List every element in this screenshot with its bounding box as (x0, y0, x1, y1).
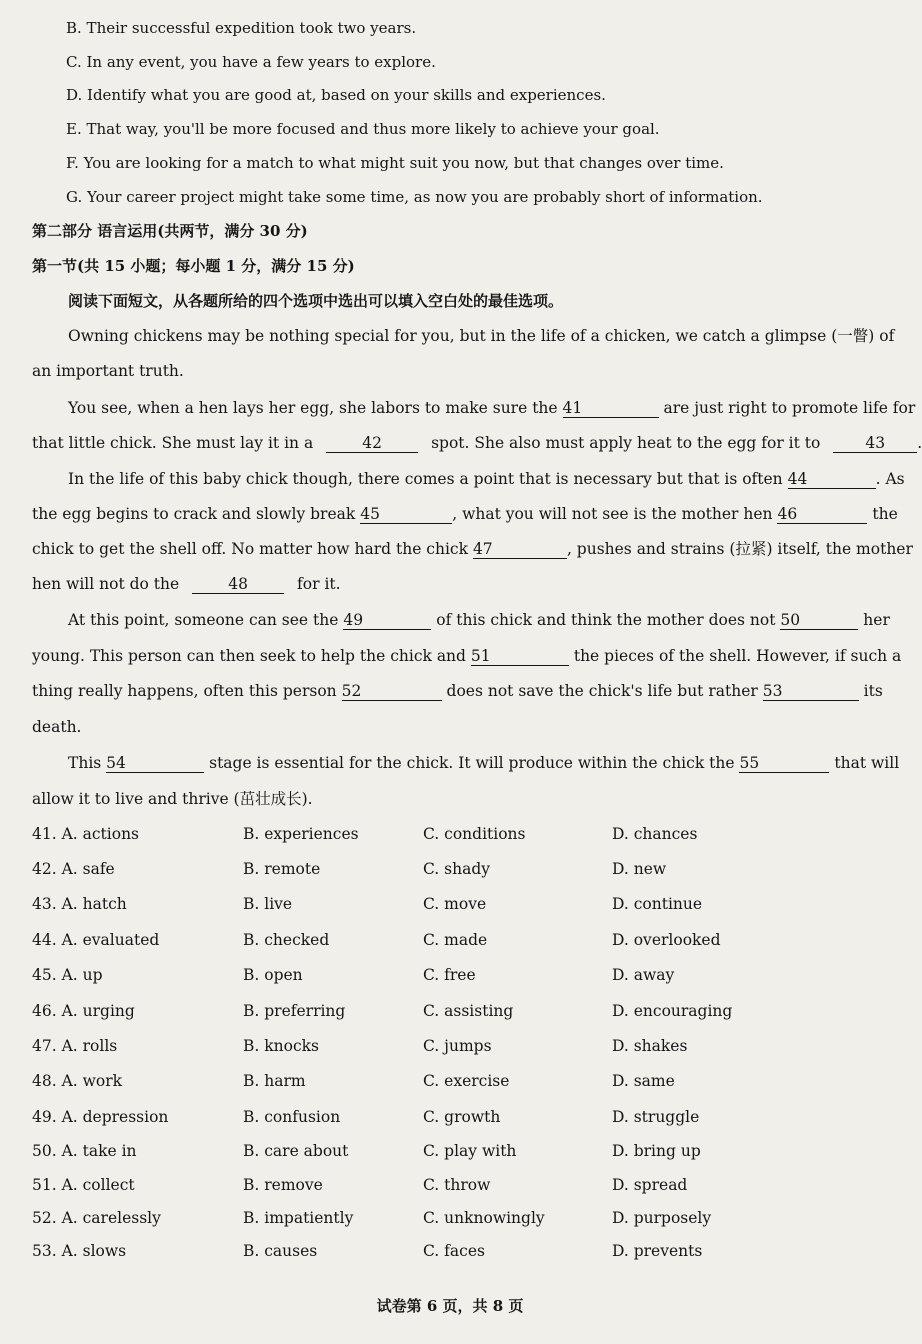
choice-c: C. exercise (423, 1072, 510, 1090)
passage-text: In the life of this baby chick though, there comes a point that is necessary but that is often (68, 470, 783, 488)
passage-line: death. (32, 718, 82, 736)
question-51 (32, 1174, 872, 1196)
section-heading: 第一节(共 15 小题；每小题 1 分，满分 15 分) (32, 257, 355, 275)
blank-42: 42 (326, 434, 418, 453)
passage-text: are just right to promote life for (663, 399, 916, 417)
blank-45: 45 (360, 505, 452, 524)
passage-text: stage is essential for the chick. It will produce within the chick the (209, 754, 735, 772)
question-41 (32, 823, 872, 845)
choice-b: B. experiences (243, 825, 359, 843)
part-heading: 第二部分 语言运用(共两节，满分 30 分) (32, 222, 308, 240)
blank-54: 54 (106, 754, 204, 773)
choice-a: 52. A. carelessly (32, 1209, 161, 1227)
choice-b: B. confusion (243, 1108, 341, 1126)
blank-44: 44 (788, 470, 876, 489)
choice-d: D. encouraging (612, 1002, 733, 1020)
question-42 (32, 858, 872, 880)
choice-b: B. preferring (243, 1002, 346, 1020)
passage-line (32, 503, 898, 525)
passage-text: You see, when a hen lays her egg, she labors to make sure the (68, 399, 558, 417)
passage-line (32, 680, 883, 702)
passage-line: allow it to live and thrive (茁壮成长). (32, 790, 313, 808)
choice-a: 45. A. up (32, 966, 103, 984)
choice-a: 43. A. hatch (32, 895, 127, 913)
question-44 (32, 929, 872, 951)
choice-c: C. throw (423, 1176, 491, 1194)
choice-b: B. causes (243, 1242, 318, 1260)
blank-51: 51 (471, 647, 569, 666)
choice-a: 50. A. take in (32, 1142, 137, 1160)
option-d: D. Identify what you are good at, based on your skills and experiences. (66, 86, 606, 104)
choice-d: D. struggle (612, 1108, 700, 1126)
choice-a: 44. A. evaluated (32, 931, 160, 949)
passage-line (32, 752, 900, 774)
blank-53: 53 (763, 682, 859, 701)
option-c: C. In any event, you have a few years to explore. (66, 53, 436, 71)
passage-text: its (863, 682, 883, 700)
passage-line (32, 538, 913, 560)
blank-41: 41 (563, 399, 659, 418)
blank-48: 48 (192, 575, 284, 594)
passage-line: Owning chickens may be nothing special for you, but in the life of a chicken, we catch a glimpse (一瞥) of (68, 327, 895, 345)
passage-line (32, 609, 890, 631)
choice-a: 51. A. collect (32, 1176, 135, 1194)
blank-50: 50 (780, 611, 858, 630)
blank-52: 52 (342, 682, 442, 701)
choice-d: D. purposely (612, 1209, 712, 1227)
question-52 (32, 1207, 872, 1229)
choice-d: D. spread (612, 1176, 688, 1194)
instruction: 阅读下面短文，从各题所给的四个选项中选出可以填入空白处的最佳选项。 (68, 292, 564, 310)
option-b: B. Their successful expedition took two years. (66, 19, 417, 37)
choice-a: 46. A. urging (32, 1002, 135, 1020)
choice-c: C. free (423, 966, 476, 984)
question-49 (32, 1106, 872, 1128)
passage-text: the (872, 505, 898, 523)
question-50 (32, 1140, 872, 1162)
passage-line (32, 645, 902, 667)
passage-text: the pieces of the shell. However, if such a (573, 647, 902, 665)
passage-text: the egg begins to crack and slowly break (32, 505, 356, 523)
choice-c: C. conditions (423, 825, 526, 843)
blank-49: 49 (343, 611, 431, 630)
blank-55: 55 (739, 754, 829, 773)
choice-a: 42. A. safe (32, 860, 115, 878)
choice-b: B. harm (243, 1072, 306, 1090)
choice-a: 48. A. work (32, 1072, 123, 1090)
choice-c: C. faces (423, 1242, 485, 1260)
option-f: F. You are looking for a match to what might suit you now, but that changes over time. (66, 154, 724, 172)
choice-d: D. new (612, 860, 667, 878)
choice-a: 47. A. rolls (32, 1037, 118, 1055)
passage-text: that little chick. She must lay it in a (32, 434, 314, 452)
question-53 (32, 1240, 872, 1262)
blank-43: 43 (833, 434, 917, 453)
choice-b: B. live (243, 895, 293, 913)
page-footer: 试卷第 6 页，共 8 页 (376, 1297, 524, 1315)
passage-text: This (68, 754, 102, 772)
choice-d: D. bring up (612, 1142, 701, 1160)
choice-a: 53. A. slows (32, 1242, 127, 1260)
choice-c: C. assisting (423, 1002, 514, 1020)
passage-line (32, 397, 916, 419)
choice-d: D. continue (612, 895, 703, 913)
passage-text: spot. She also must apply heat to the egg for it to (431, 434, 821, 452)
passage-text: of this chick and think the mother does not (436, 611, 776, 629)
passage-text: her (863, 611, 890, 629)
option-g: G. Your career project might take some time, as now you are probably short of information. (66, 188, 763, 206)
passage-line: an important truth. (32, 362, 184, 380)
question-47 (32, 1035, 872, 1057)
blank-47: 47 (473, 540, 567, 559)
passage-line: that little chick. She must lay it in a 42 spot. She also must apply heat to the egg for it to 43 . (32, 434, 922, 452)
choice-b: B. remove (243, 1176, 323, 1194)
choice-d: D. prevents (612, 1242, 703, 1260)
passage-text: hen will not do the (32, 575, 180, 593)
choice-b: B. impatiently (243, 1209, 354, 1227)
choice-d: D. shakes (612, 1037, 688, 1055)
question-46 (32, 1000, 872, 1022)
choice-b: B. care about (243, 1142, 349, 1160)
passage-text: At this point, someone can see the (68, 611, 339, 629)
choice-c: C. move (423, 895, 487, 913)
passage-text: does not save the chick's life but rather (446, 682, 758, 700)
passage-line (32, 468, 905, 490)
choice-b: B. checked (243, 931, 330, 949)
choice-d: D. away (612, 966, 675, 984)
question-48 (32, 1070, 872, 1092)
blank-46: 46 (777, 505, 867, 524)
choice-c: C. made (423, 931, 488, 949)
passage-text: , pushes and strains (拉紧) itself, the mother (566, 540, 913, 558)
choice-a: 41. A. actions (32, 825, 140, 843)
choice-c: C. unknowingly (423, 1209, 545, 1227)
choice-d: D. same (612, 1072, 675, 1090)
passage-text: that will (834, 754, 900, 772)
choice-b: B. knocks (243, 1037, 319, 1055)
passage-text: , what you will not see is the mother hen (452, 505, 773, 523)
choice-a: 49. A. depression (32, 1108, 169, 1126)
passage-text: young. This person can then seek to help the chick and (32, 647, 466, 665)
passage-text: thing really happens, often this person (32, 682, 337, 700)
passage-text: chick to get the shell off. No matter how hard the chick (32, 540, 468, 558)
choice-d: D. chances (612, 825, 698, 843)
question-45 (32, 964, 872, 986)
choice-b: B. remote (243, 860, 321, 878)
option-e: E. That way, you'll be more focused and thus more likely to achieve your goal. (66, 120, 660, 138)
choice-b: B. open (243, 966, 303, 984)
choice-c: C. growth (423, 1108, 501, 1126)
choice-d: D. overlooked (612, 931, 721, 949)
passage-line (32, 573, 872, 595)
passage-text: . As (875, 470, 905, 488)
choice-c: C. jumps (423, 1037, 492, 1055)
choice-c: C. play with (423, 1142, 517, 1160)
passage-text: for it. (297, 575, 341, 593)
choice-c: C. shady (423, 860, 491, 878)
question-43 (32, 893, 872, 915)
